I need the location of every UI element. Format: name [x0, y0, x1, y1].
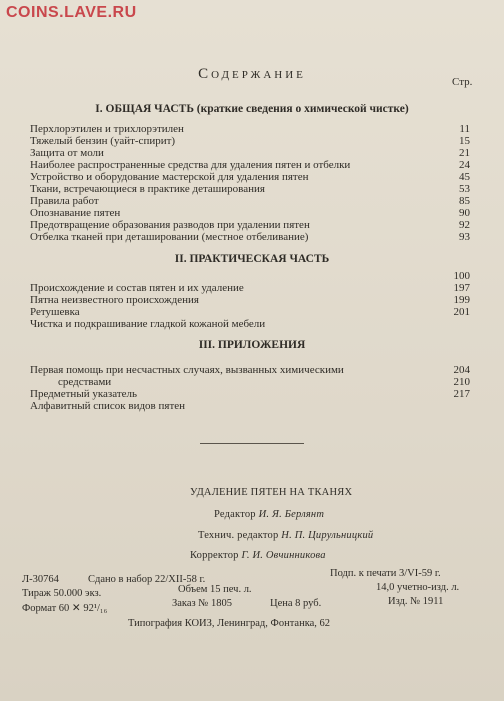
entry-text: Происхождение и состав пятен и их удаление — [30, 282, 244, 294]
entry-page: 199 — [453, 294, 470, 306]
entry-page: 15 — [459, 135, 470, 147]
page-title: Содержание — [198, 66, 306, 82]
colophon-submitted: Сдано в набор 22/XII-58 г. — [88, 574, 206, 585]
colophon-academic: 14,0 учетно-изд. л. — [376, 582, 460, 593]
entry-page: 93 — [459, 231, 470, 243]
colophon-printer: Типография КОИЗ, Ленинград, Фонтанка, 62 — [128, 618, 331, 629]
entry-page: 100 — [453, 270, 470, 282]
entry-text: Пятна неизвестного происхождения — [30, 294, 199, 306]
section-heading-1: I. ОБЩАЯ ЧАСТЬ (краткие сведения о химической чистке) — [95, 103, 409, 115]
tech-editor-label: Технич. редактор — [198, 530, 279, 541]
entry-text: Алфавитный список видов пятен — [30, 400, 186, 412]
entry-text: средствами — [58, 376, 112, 388]
entry-page: 90 — [459, 207, 470, 219]
entry-page: 201 — [453, 306, 470, 318]
entry-text: Чистка и подкрашивание гладкой кожаной мебели — [30, 318, 266, 330]
colophon-signed: Подп. к печати 3/VI-59 г. — [330, 568, 441, 579]
corrector-name: Г. И. Овчинникова — [241, 550, 326, 561]
entry-text: Ткани, встречающиеся в практике деташирования — [30, 183, 265, 195]
colophon-order: Заказ № 1805 — [172, 598, 232, 609]
colophon-format: Формат 60 ✕ 92¹/₁₆ — [22, 603, 108, 614]
section-heading-2: II. ПРАКТИЧЕСКАЯ ЧАСТЬ — [174, 253, 330, 265]
entry-text: Предметный указатель — [30, 388, 138, 400]
entry-text: Правила работ — [30, 195, 99, 207]
entry-text: Наиболее распространенные средства для удаления пятен и отбелки — [30, 159, 351, 171]
entry-page: 53 — [459, 183, 470, 195]
section-heading-3: III. ПРИЛОЖЕНИЯ — [198, 339, 306, 351]
entry-page: 11 — [459, 123, 470, 135]
entry-page: 45 — [459, 171, 470, 183]
entry-text: Защита от моли — [30, 147, 104, 159]
tech-editor-name: Н. П. Цирульницкий — [281, 530, 374, 541]
entry-page: 24 — [459, 159, 470, 171]
tech-editor-line — [198, 530, 373, 541]
entry-page: 21 — [459, 147, 470, 159]
corrector-label: Корректор — [190, 550, 239, 561]
entry-text: Устройство и оборудование мастерской для удаления пятен — [30, 171, 309, 183]
entry-text: Ретушевка — [30, 306, 80, 318]
corrector-line — [190, 550, 326, 561]
colophon-circulation: Тираж 50.000 экз. — [22, 588, 102, 599]
page-column-header: Стр. — [452, 76, 473, 88]
entry-page: 204 — [453, 364, 470, 376]
entry-text: Первая помощь при несчастных случаях, вызванных химическими — [30, 364, 344, 376]
colophon-price: Цена 8 руб. — [270, 598, 322, 609]
toc-entry — [30, 400, 470, 413]
toc-entry — [30, 318, 470, 331]
entry-text: Отбелка тканей при деташировании (местное отбеливание) — [30, 231, 309, 243]
entry-page: 217 — [453, 388, 470, 400]
divider — [200, 443, 304, 444]
toc-entry — [30, 231, 470, 244]
editor-name: И. Я. Берлянт — [258, 509, 325, 520]
editor-line — [214, 509, 324, 520]
entry-text: Предотвращение образования разводов при удалении пятен — [30, 219, 310, 231]
watermark: COINS.LAVE.RU — [6, 4, 137, 21]
editor-label: Редактор — [214, 509, 256, 520]
entry-page: 92 — [459, 219, 470, 231]
entry-text: Перхлорэтилен и трихлорэтилен — [30, 123, 184, 135]
book-title: УДАЛЕНИЕ ПЯТЕН НА ТКАНЯХ — [190, 487, 353, 498]
colophon-volume: Объем 15 печ. л. — [178, 584, 252, 595]
entry-text: Опознавание пятен — [30, 207, 121, 219]
entry-page: 210 — [453, 376, 470, 388]
entry-text: Тяжелый бензин (уайт-спирит) — [30, 135, 176, 147]
entry-page: 85 — [459, 195, 470, 207]
colophon-edition: Изд. № 1911 — [388, 596, 444, 607]
colophon-code: Л-30764 — [22, 574, 59, 585]
entry-page: 197 — [453, 282, 470, 294]
